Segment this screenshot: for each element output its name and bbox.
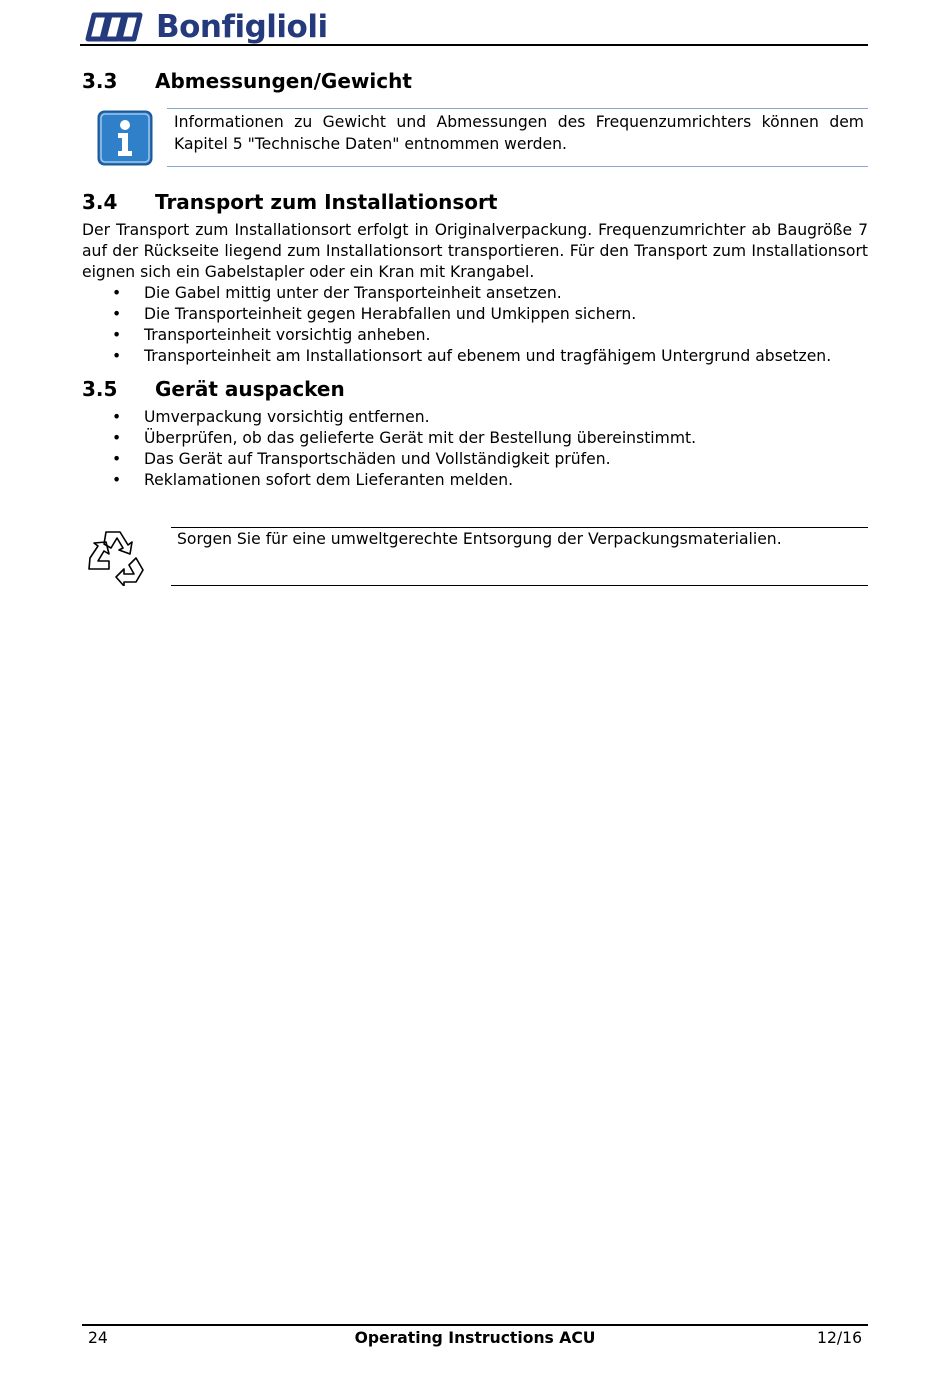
footer-divider <box>82 1324 868 1326</box>
unpacking-bullet-list <box>82 407 868 491</box>
brand-logo <box>80 8 328 46</box>
document-date: 12/16 <box>817 1329 862 1347</box>
note-bottom-rule <box>171 585 868 586</box>
note-text: Sorgen Sie für eine umweltgerechte Entsorgung der Verpackungsmaterialien. <box>177 530 782 548</box>
section-heading-3-4 <box>82 190 497 214</box>
section-number: 3.3 <box>82 69 118 93</box>
transport-paragraph: Der Transport zum Installationsort erfolgt in Originalverpackung. Frequenzumrichter ab Baugröße 7 auf der Rückseite liegend zum Installationsort transportieren. Für den Transport zum Installationsort eignen sich ein Gabelstapler oder ein Kran mit Krangabel. <box>82 221 868 281</box>
list-item <box>82 325 868 346</box>
info-icon <box>97 110 153 166</box>
bullet-marker: • <box>112 305 122 323</box>
document-title: Operating Instructions ACU <box>354 1329 596 1347</box>
bullet-marker: • <box>112 284 122 302</box>
section-heading-3-3 <box>82 69 412 93</box>
section-number: 3.4 <box>82 190 118 214</box>
page-number: 24 <box>88 1329 108 1347</box>
list-item <box>82 428 868 449</box>
section-title: Transport zum Installationsort <box>155 190 498 214</box>
list-item-text: Das Gerät auf Transportschäden und Vollständigkeit prüfen. <box>144 450 611 468</box>
list-item <box>82 346 868 367</box>
bullet-marker: • <box>112 471 122 489</box>
info-box-top-rule <box>167 108 868 109</box>
section-title: Abmessungen/Gewicht <box>155 69 412 93</box>
page-footer <box>82 1327 868 1349</box>
list-item <box>82 304 868 325</box>
bullet-marker: • <box>112 347 122 365</box>
list-item-text: Umverpackung vorsichtig entfernen. <box>144 408 430 426</box>
bullet-marker: • <box>112 429 122 447</box>
bullet-marker: • <box>112 450 122 468</box>
list-item <box>82 449 868 470</box>
note-top-rule <box>171 527 868 528</box>
brand-name: Bonfiglioli <box>156 9 328 45</box>
list-item-text: Überprüfen, ob das gelieferte Gerät mit der Bestellung übereinstimmt. <box>144 429 697 447</box>
bullet-marker: • <box>112 408 122 426</box>
transport-bullet-list <box>82 283 868 367</box>
recycle-icon <box>84 528 148 586</box>
list-item <box>82 407 868 428</box>
list-item <box>82 470 868 491</box>
list-item-text: Reklamationen sofort dem Lieferanten melden. <box>144 471 514 489</box>
list-item-text: Transporteinheit vorsichtig anheben. <box>144 326 431 344</box>
header-divider <box>80 44 868 46</box>
list-item-text: Die Transporteinheit gegen Herabfallen und Umkippen sichern. <box>144 305 637 323</box>
section-title: Gerät auspacken <box>155 377 345 401</box>
bullet-marker: • <box>112 326 122 344</box>
info-text: Informationen zu Gewicht und Abmessungen des Frequenzumrichters können dem Kapitel 5 "Technische Daten" entnommen werden. <box>174 113 864 153</box>
list-item <box>82 283 868 304</box>
section-heading-3-5 <box>82 377 345 401</box>
section-number: 3.5 <box>82 377 118 401</box>
bonfiglioli-logo-mark-icon <box>80 9 150 45</box>
list-item-text: Die Gabel mittig unter der Transporteinheit ansetzen. <box>144 284 562 302</box>
info-box-bottom-rule <box>167 166 868 167</box>
list-item-text: Transporteinheit am Installationsort auf ebenem und tragfähigem Untergrund absetzen. <box>144 347 832 365</box>
